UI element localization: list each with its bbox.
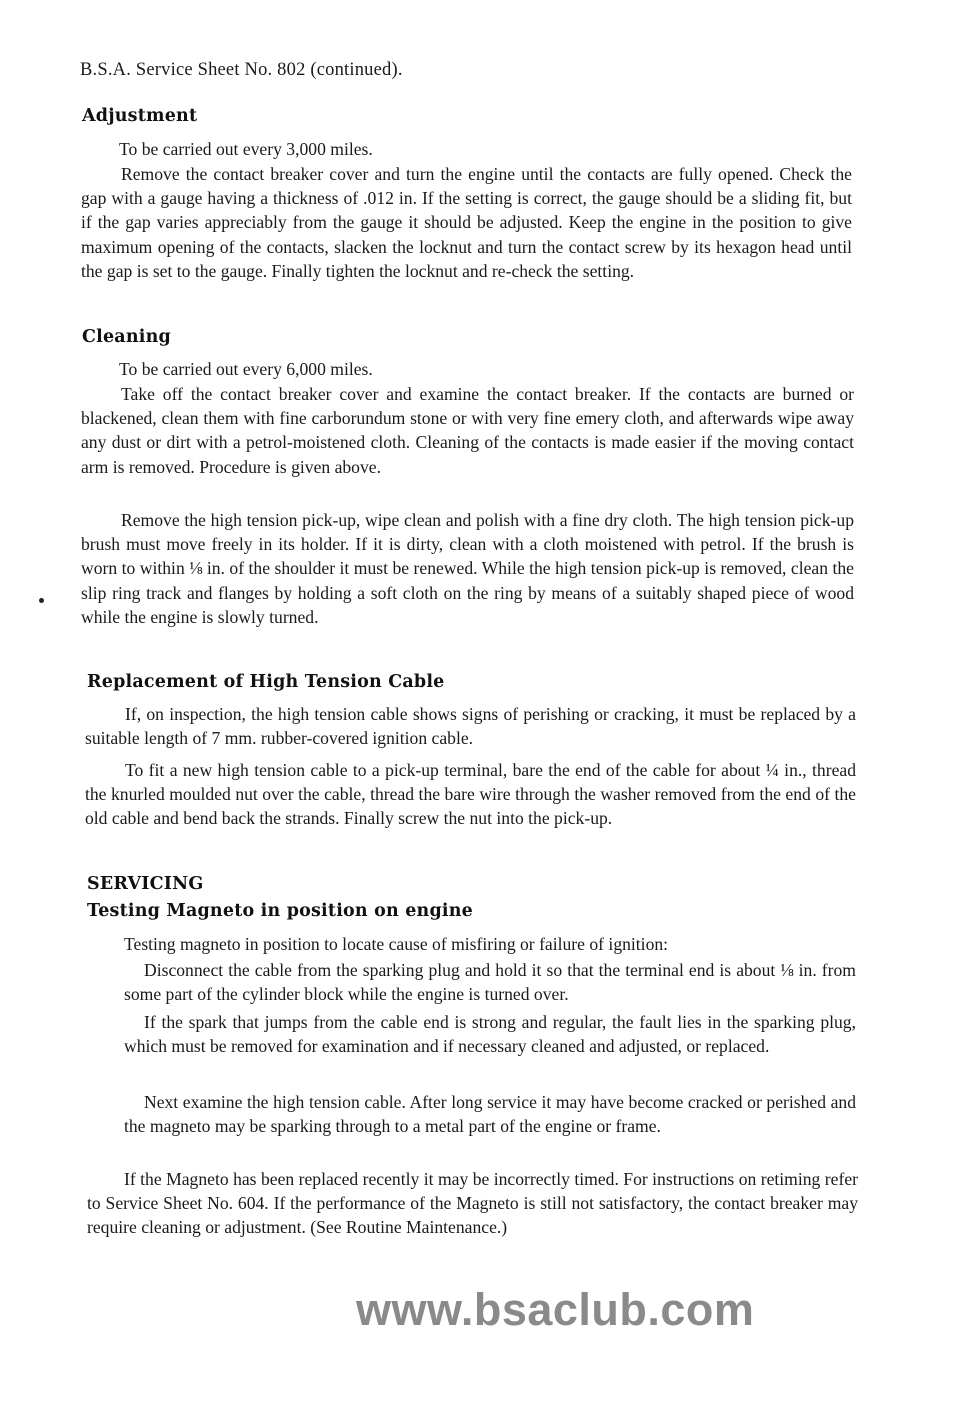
testing-step-cable: Next examine the high tension cable. After long service it may have become cracked or perished and the magneto may be sparking through to a metal part of the engine or frame.: [124, 1092, 856, 1137]
testing-retiming-paragraph: If the Magneto has been replaced recently it may be incorrectly timed. For instructions on retiming refer to Service Sheet No. 604. If the performance of the Magneto is still not satisfactory, the contact breaker may require cleaning or adjustment. (See Routine Maintenance.): [87, 1169, 858, 1238]
servicing-heading: SERVICING: [87, 874, 204, 894]
page-header: B.S.A. Service Sheet No. 802 (continued).: [80, 60, 403, 80]
website-watermark: www.bsaclub.com: [356, 1284, 755, 1335]
cleaning-heading: Cleaning: [82, 327, 171, 347]
margin-dot: [39, 598, 44, 603]
cleaning-pickup-paragraph: Remove the high tension pick-up, wipe clean and polish with a fine dry cloth. The high tension pick-up brush must move freely in its holder. If it is dirty, clean with a cloth moistened with petrol. If the brush is worn to within ⅛ in. of the shoulder it must be renewed. While the high tension pick-up is removed, clean the slip ring track and flanges by holding a soft cloth on the ring by means of a suitably shaped piece of wood while the engine is slowly turned.: [81, 510, 854, 627]
testing-step-disconnect: Disconnect the cable from the sparking plug and hold it so that the terminal end is about ⅛ in. from some part of the cylinder block while the engine is turned over.: [124, 960, 856, 1005]
cleaning-interval: To be carried out every 6,000 miles.: [119, 359, 373, 379]
testing-intro: Testing magneto in position to locate cause of misfiring or failure of ignition:: [124, 934, 669, 954]
adjustment-procedure: Remove the contact breaker cover and turn the engine until the contacts are fully opened. Check the gap with a gauge having a thickness of .012 in. If the setting is correct, the gauge should be a sliding fit, but if the gap varies appreciably from the gauge it should be adjusted. Keep the engine in the position to give maximum opening of the contacts, slacken the locknut and turn the contact screw by its hexagon head until the gap is set to the gauge. Finally tighten the locknut and re-check the setting.: [81, 164, 852, 281]
replacement-fitting-paragraph: To fit a new high tension cable to a pick-up terminal, bare the end of the cable for about ¼ in., thread the knurled moulded nut over the cable, thread the bare wire through the washer removed from the end of the old cable and bend back the strands. Finally screw the nut into the pick-up.: [85, 760, 856, 829]
adjustment-heading: Adjustment: [82, 106, 198, 126]
cleaning-contacts-paragraph: Take off the contact breaker cover and examine the contact breaker. If the contacts are burned or blackened, clean them with fine carborundum stone or with very fine emery cloth, and afterwards wipe away any dust or dirt with a petrol-moistened cloth. Cleaning of the contacts is made easier if the moving contact arm is removed. Procedure is given above.: [81, 384, 854, 477]
replacement-heading: Replacement of High Tension Cable: [87, 672, 445, 692]
replacement-inspection-paragraph: If, on inspection, the high tension cable shows signs of perishing or cracking, it must be replaced by a suitable length of 7 mm. rubber-covered ignition cable.: [85, 704, 856, 749]
testing-step-spark: If the spark that jumps from the cable end is strong and regular, the fault lies in the sparking plug, which must be removed for examination and if necessary cleaned and adjusted, or replaced.: [124, 1012, 856, 1057]
adjustment-interval: To be carried out every 3,000 miles.: [119, 139, 373, 159]
testing-magneto-subheading: Testing Magneto in position on engine: [87, 901, 474, 921]
